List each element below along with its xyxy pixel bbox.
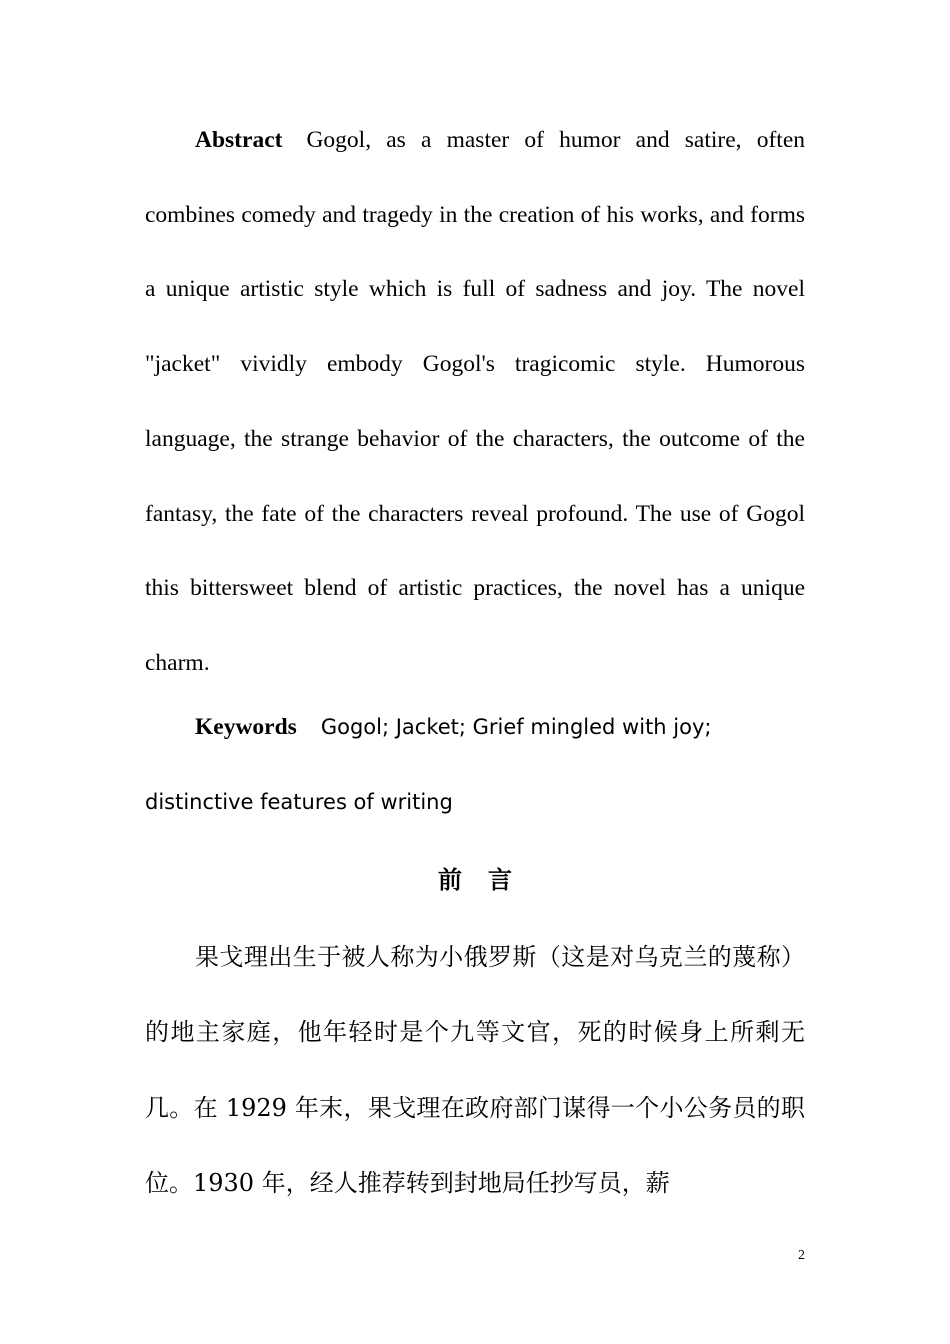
abstract-text: Gogol, as a master of humor and satire, often combines comedy and tragedy in the creation of his works, and forms a unique artistic style which is full of sadness and joy. The novel "jacket" vividly embody Gogol's tragicomic style. Humorous language, the strange behavior of the characters, the outcome of the fantasy, the fate of the characters reveal profound. The use of Gogol this bittersweet blend of artistic practices, the novel has a unique charm. [145, 127, 805, 676]
keywords-label: Keywords [195, 714, 297, 740]
keywords-paragraph [145, 690, 805, 839]
preface-heading: 前言 [438, 865, 538, 894]
preface-body: 果戈理出生于被人称为小俄罗斯（这是对乌克兰的蔑称）的地主家庭，他年轻时是个九等文官，死的时候身上所剩无几。在 1929 年末，果戈理在政府部门谋得一个小公务员的职位。1930 年，经人推荐转到封地局任抄写员，薪 [145, 943, 805, 1197]
page-number: 2 [798, 1248, 805, 1263]
abstract-label: Abstract [195, 127, 283, 153]
abstract-paragraph [145, 103, 805, 701]
keywords-text: Gogol; Jacket; Grief mingled with joy; distinctive features of writing [145, 715, 712, 814]
